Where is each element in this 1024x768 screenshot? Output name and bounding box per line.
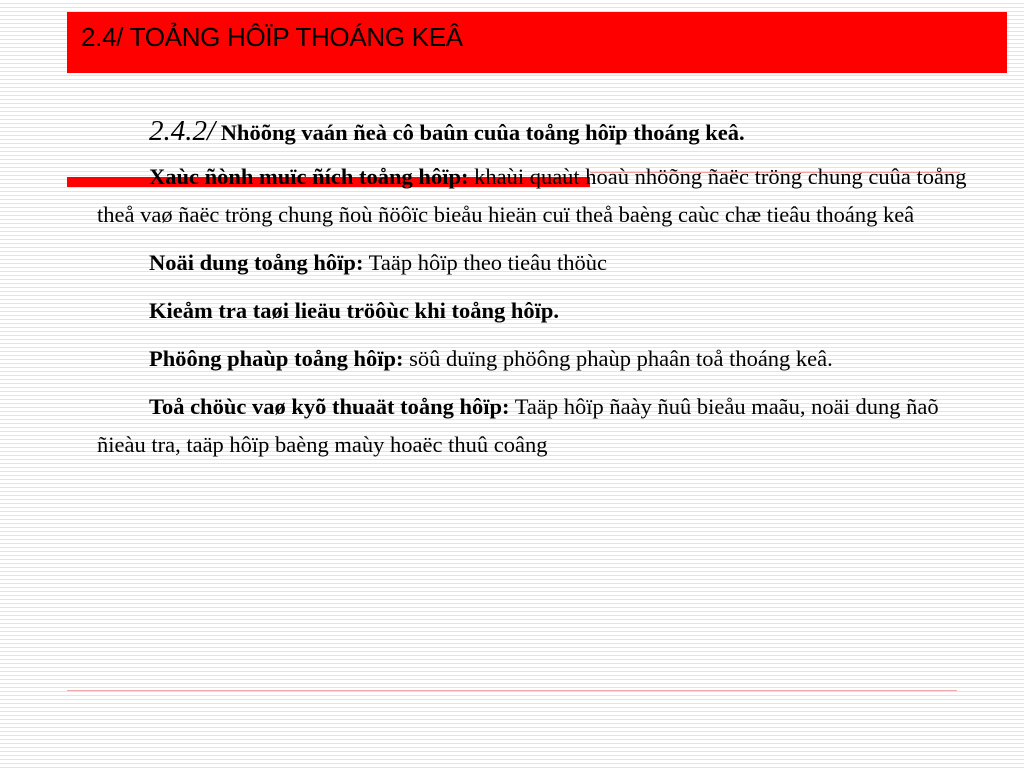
paragraph-text: Taäp hôïp theo tieâu thöùc [363,250,608,275]
paragraph-method [97,340,977,378]
paragraph-content [97,244,977,282]
paragraph-label: Phöông phaùp toång hôïp: [149,346,404,371]
paragraph-purpose [97,158,977,234]
paragraph-text: Taäp hôïp ñaày ñuû bieåu maãu, noäi dung ñaõ ñieàu tra, taäp hôïp baèng maùy hoaëc thuû coâng [97,394,939,457]
paragraph-text: khaùi quaùt hoaù nhöõng ñaëc tröng chung cuûa toång theå vaø ñaëc tröng chung ñoù ñöôïc bieåu hieän cuï theå baèng caùc chæ tieâu thoáng keâ [97,164,967,227]
paragraph-organization [97,388,977,464]
paragraph-label: Xaùc ñònh muïc ñích toång hôïp: [149,164,469,189]
title-bar [67,12,1007,73]
section-heading [97,112,977,152]
paragraph-label: Kieåm tra taøi lieäu tröôùc khi toång hôïp. [149,298,559,323]
footer-divider [67,690,957,691]
paragraph-check [97,292,977,330]
paragraph-text: söû duïng phöông phaùp phaân toå thoáng keâ. [403,346,833,371]
slide-title: 2.4/ TOẢNG HÔÏP THOÁNG KEÂ [81,22,463,52]
section-heading-text: Nhöõng vaán ñeà cô baûn cuûa toång hôïp thoáng keâ. [215,120,745,145]
section-number: 2.4.2/ [149,115,216,147]
slide-content [97,112,977,474]
paragraph-label: Toå chöùc vaø kyõ thuaät toång hôïp: [149,394,510,419]
paragraph-label: Noäi dung toång hôïp: [149,250,364,275]
